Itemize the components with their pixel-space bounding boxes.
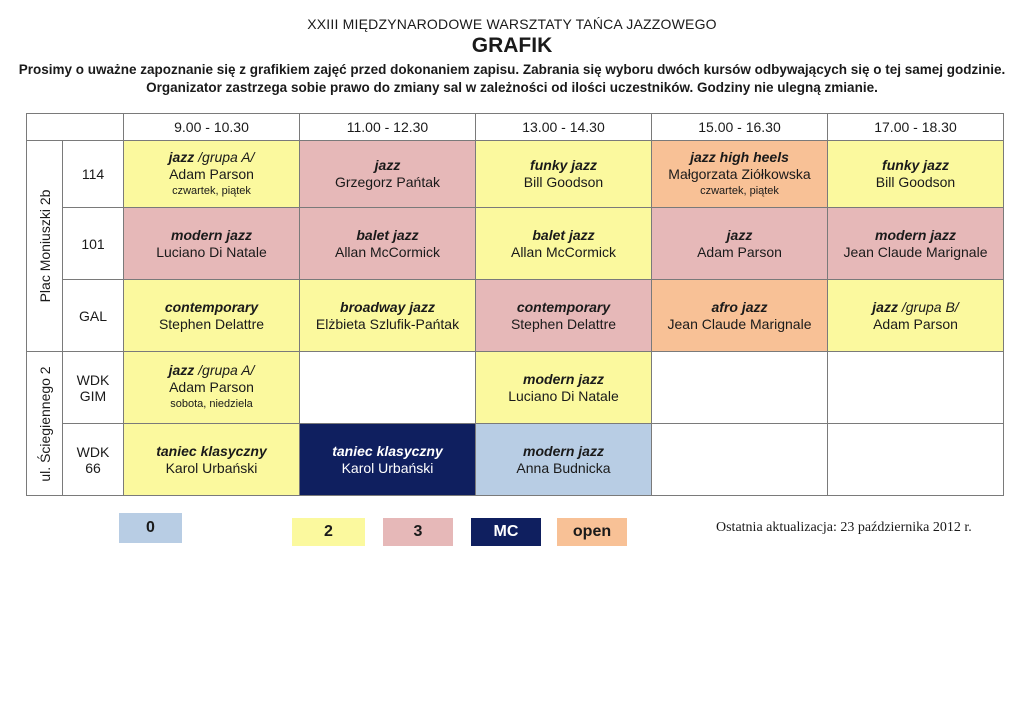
time-slot-header: 13.00 - 14.30 bbox=[476, 114, 652, 141]
group-label: /grupa A/ bbox=[194, 148, 255, 165]
room-row bbox=[27, 352, 1004, 424]
room-cell: 114 bbox=[63, 141, 124, 208]
location-cell bbox=[27, 141, 63, 352]
time-slot-header: 15.00 - 16.30 bbox=[652, 114, 828, 141]
teacher-name: Adam Parson bbox=[873, 315, 958, 332]
days-note: czwartek, piątek bbox=[172, 184, 251, 197]
time-header-row bbox=[27, 114, 1004, 141]
course-name: modern jazz bbox=[523, 370, 604, 387]
schedule-table bbox=[26, 113, 1004, 496]
teacher-name: Allan McCormick bbox=[334, 243, 440, 260]
course-name: jazz bbox=[168, 362, 195, 378]
class-cell bbox=[300, 141, 476, 208]
course-name: jazz bbox=[168, 148, 195, 165]
group-label: /grupa B/ bbox=[897, 298, 959, 315]
room-row bbox=[27, 424, 1004, 496]
room-cell bbox=[63, 352, 124, 424]
room-label-line2: GIM bbox=[79, 387, 107, 404]
teacher-name: Luciano Di Natale bbox=[508, 387, 619, 404]
days-note: czwartek, piątek bbox=[700, 184, 779, 197]
location-name: ul. Ściegiennego 2 bbox=[36, 365, 53, 482]
course-name: jazz high heels bbox=[690, 148, 789, 165]
room-row bbox=[27, 280, 1004, 352]
course-name: funky jazz bbox=[882, 157, 949, 173]
class-cell bbox=[652, 424, 828, 496]
class-cell bbox=[300, 280, 476, 352]
location-cell bbox=[27, 352, 63, 496]
class-cell bbox=[300, 424, 476, 496]
class-cell bbox=[476, 280, 652, 352]
teacher-name: Elżbieta Szlufik-Pańtak bbox=[315, 315, 460, 332]
course-name: balet jazz bbox=[532, 226, 595, 243]
course-name: jazz bbox=[872, 298, 898, 315]
time-slot-header: 11.00 - 12.30 bbox=[300, 114, 476, 141]
legend-swatch: 0 bbox=[119, 513, 182, 543]
time-slot-header: 9.00 - 10.30 bbox=[124, 114, 300, 141]
time-slot-header: 17.00 - 18.30 bbox=[828, 114, 1004, 141]
class-cell bbox=[124, 141, 300, 208]
class-cell bbox=[652, 208, 828, 280]
teacher-name: Jean Claude Marignale bbox=[667, 315, 812, 332]
group-label: /grupa A/ bbox=[194, 362, 255, 378]
room-cell: GAL bbox=[63, 280, 124, 352]
legend-swatch: MC bbox=[471, 518, 541, 546]
class-cell bbox=[124, 208, 300, 280]
class-cell bbox=[652, 280, 828, 352]
course-name: jazz bbox=[726, 226, 753, 243]
teacher-name: Adam Parson bbox=[697, 243, 782, 260]
class-cell bbox=[652, 141, 828, 208]
room-label-line2: 66 bbox=[85, 459, 101, 476]
course-name: taniec klasyczny bbox=[156, 442, 267, 459]
course-name: modern jazz bbox=[171, 226, 252, 243]
days-note: sobota, niedziela bbox=[170, 398, 253, 410]
class-cell bbox=[300, 352, 476, 424]
class-cell bbox=[476, 424, 652, 496]
teacher-name: Anna Budnicka bbox=[516, 459, 611, 476]
instruction-note-1: Prosimy o uważne zapoznanie się z grafikiem zajęć przed dokonaniem zapisu. Zabrania się wyboru dwóch kursów odbywających się o tej samej godzinie. bbox=[18, 62, 1006, 77]
teacher-name: Grzegorz Pańtak bbox=[334, 174, 441, 190]
class-cell bbox=[652, 352, 828, 424]
course-name: funky jazz bbox=[530, 157, 597, 173]
teacher-name: Bill Goodson bbox=[875, 174, 956, 190]
course-name: balet jazz bbox=[356, 226, 419, 243]
teacher-name: Stephen Delattre bbox=[510, 315, 617, 332]
page-title: GRAFIK bbox=[471, 34, 553, 57]
room-label-line1: WDK bbox=[76, 371, 110, 388]
class-cell bbox=[476, 352, 652, 424]
last-updated-note: Ostatnia aktualizacja: 23 października 2012 r. bbox=[716, 520, 972, 535]
course-name: broadway jazz bbox=[340, 298, 435, 315]
teacher-name: Karol Urbański bbox=[165, 459, 258, 476]
teacher-name: Bill Goodson bbox=[523, 174, 604, 190]
teacher-name: Jean Claude Marignale bbox=[843, 243, 988, 260]
teacher-name: Adam Parson bbox=[169, 165, 254, 182]
instruction-note-2: Organizator zastrzega sobie prawo do zmiany sal w zależności od ilości uczestników. Godziny nie ulegną zmianie. bbox=[146, 80, 878, 95]
class-cell bbox=[476, 208, 652, 280]
class-cell bbox=[828, 352, 1004, 424]
class-cell bbox=[476, 141, 652, 208]
class-cell bbox=[124, 352, 300, 424]
teacher-name: Adam Parson bbox=[169, 379, 254, 395]
class-cell bbox=[828, 208, 1004, 280]
course-name: afro jazz bbox=[711, 298, 768, 315]
teacher-name: Stephen Delattre bbox=[158, 315, 265, 332]
legend-swatch: 3 bbox=[383, 518, 453, 546]
class-cell bbox=[124, 280, 300, 352]
room-cell: 101 bbox=[63, 208, 124, 280]
event-title: XXIII MIĘDZYNARODOWE WARSZTATY TAŃCA JAZZOWEGO bbox=[307, 16, 717, 32]
room-cell bbox=[63, 424, 124, 496]
course-name: taniec klasyczny bbox=[332, 442, 443, 459]
location-name: Plac Moniuszki 2b bbox=[36, 189, 53, 303]
legend-swatch: 2 bbox=[292, 518, 365, 546]
class-cell bbox=[124, 424, 300, 496]
room-row bbox=[27, 141, 1004, 208]
course-name: modern jazz bbox=[875, 226, 956, 243]
corner-cell bbox=[27, 114, 124, 141]
class-cell bbox=[300, 208, 476, 280]
course-name: contemporary bbox=[516, 298, 611, 315]
teacher-name: Karol Urbański bbox=[341, 459, 434, 476]
class-cell bbox=[828, 141, 1004, 208]
room-label-line1: WDK bbox=[76, 443, 110, 460]
teacher-name: Małgorzata Ziółkowska bbox=[668, 165, 811, 182]
class-cell bbox=[828, 424, 1004, 496]
course-name: contemporary bbox=[164, 298, 259, 315]
teacher-name: Luciano Di Natale bbox=[156, 243, 267, 260]
course-name: modern jazz bbox=[523, 442, 604, 459]
teacher-name: Allan McCormick bbox=[510, 243, 616, 260]
class-cell bbox=[828, 280, 1004, 352]
legend-swatch: open bbox=[557, 518, 627, 546]
course-name: jazz bbox=[374, 157, 401, 173]
room-row bbox=[27, 208, 1004, 280]
